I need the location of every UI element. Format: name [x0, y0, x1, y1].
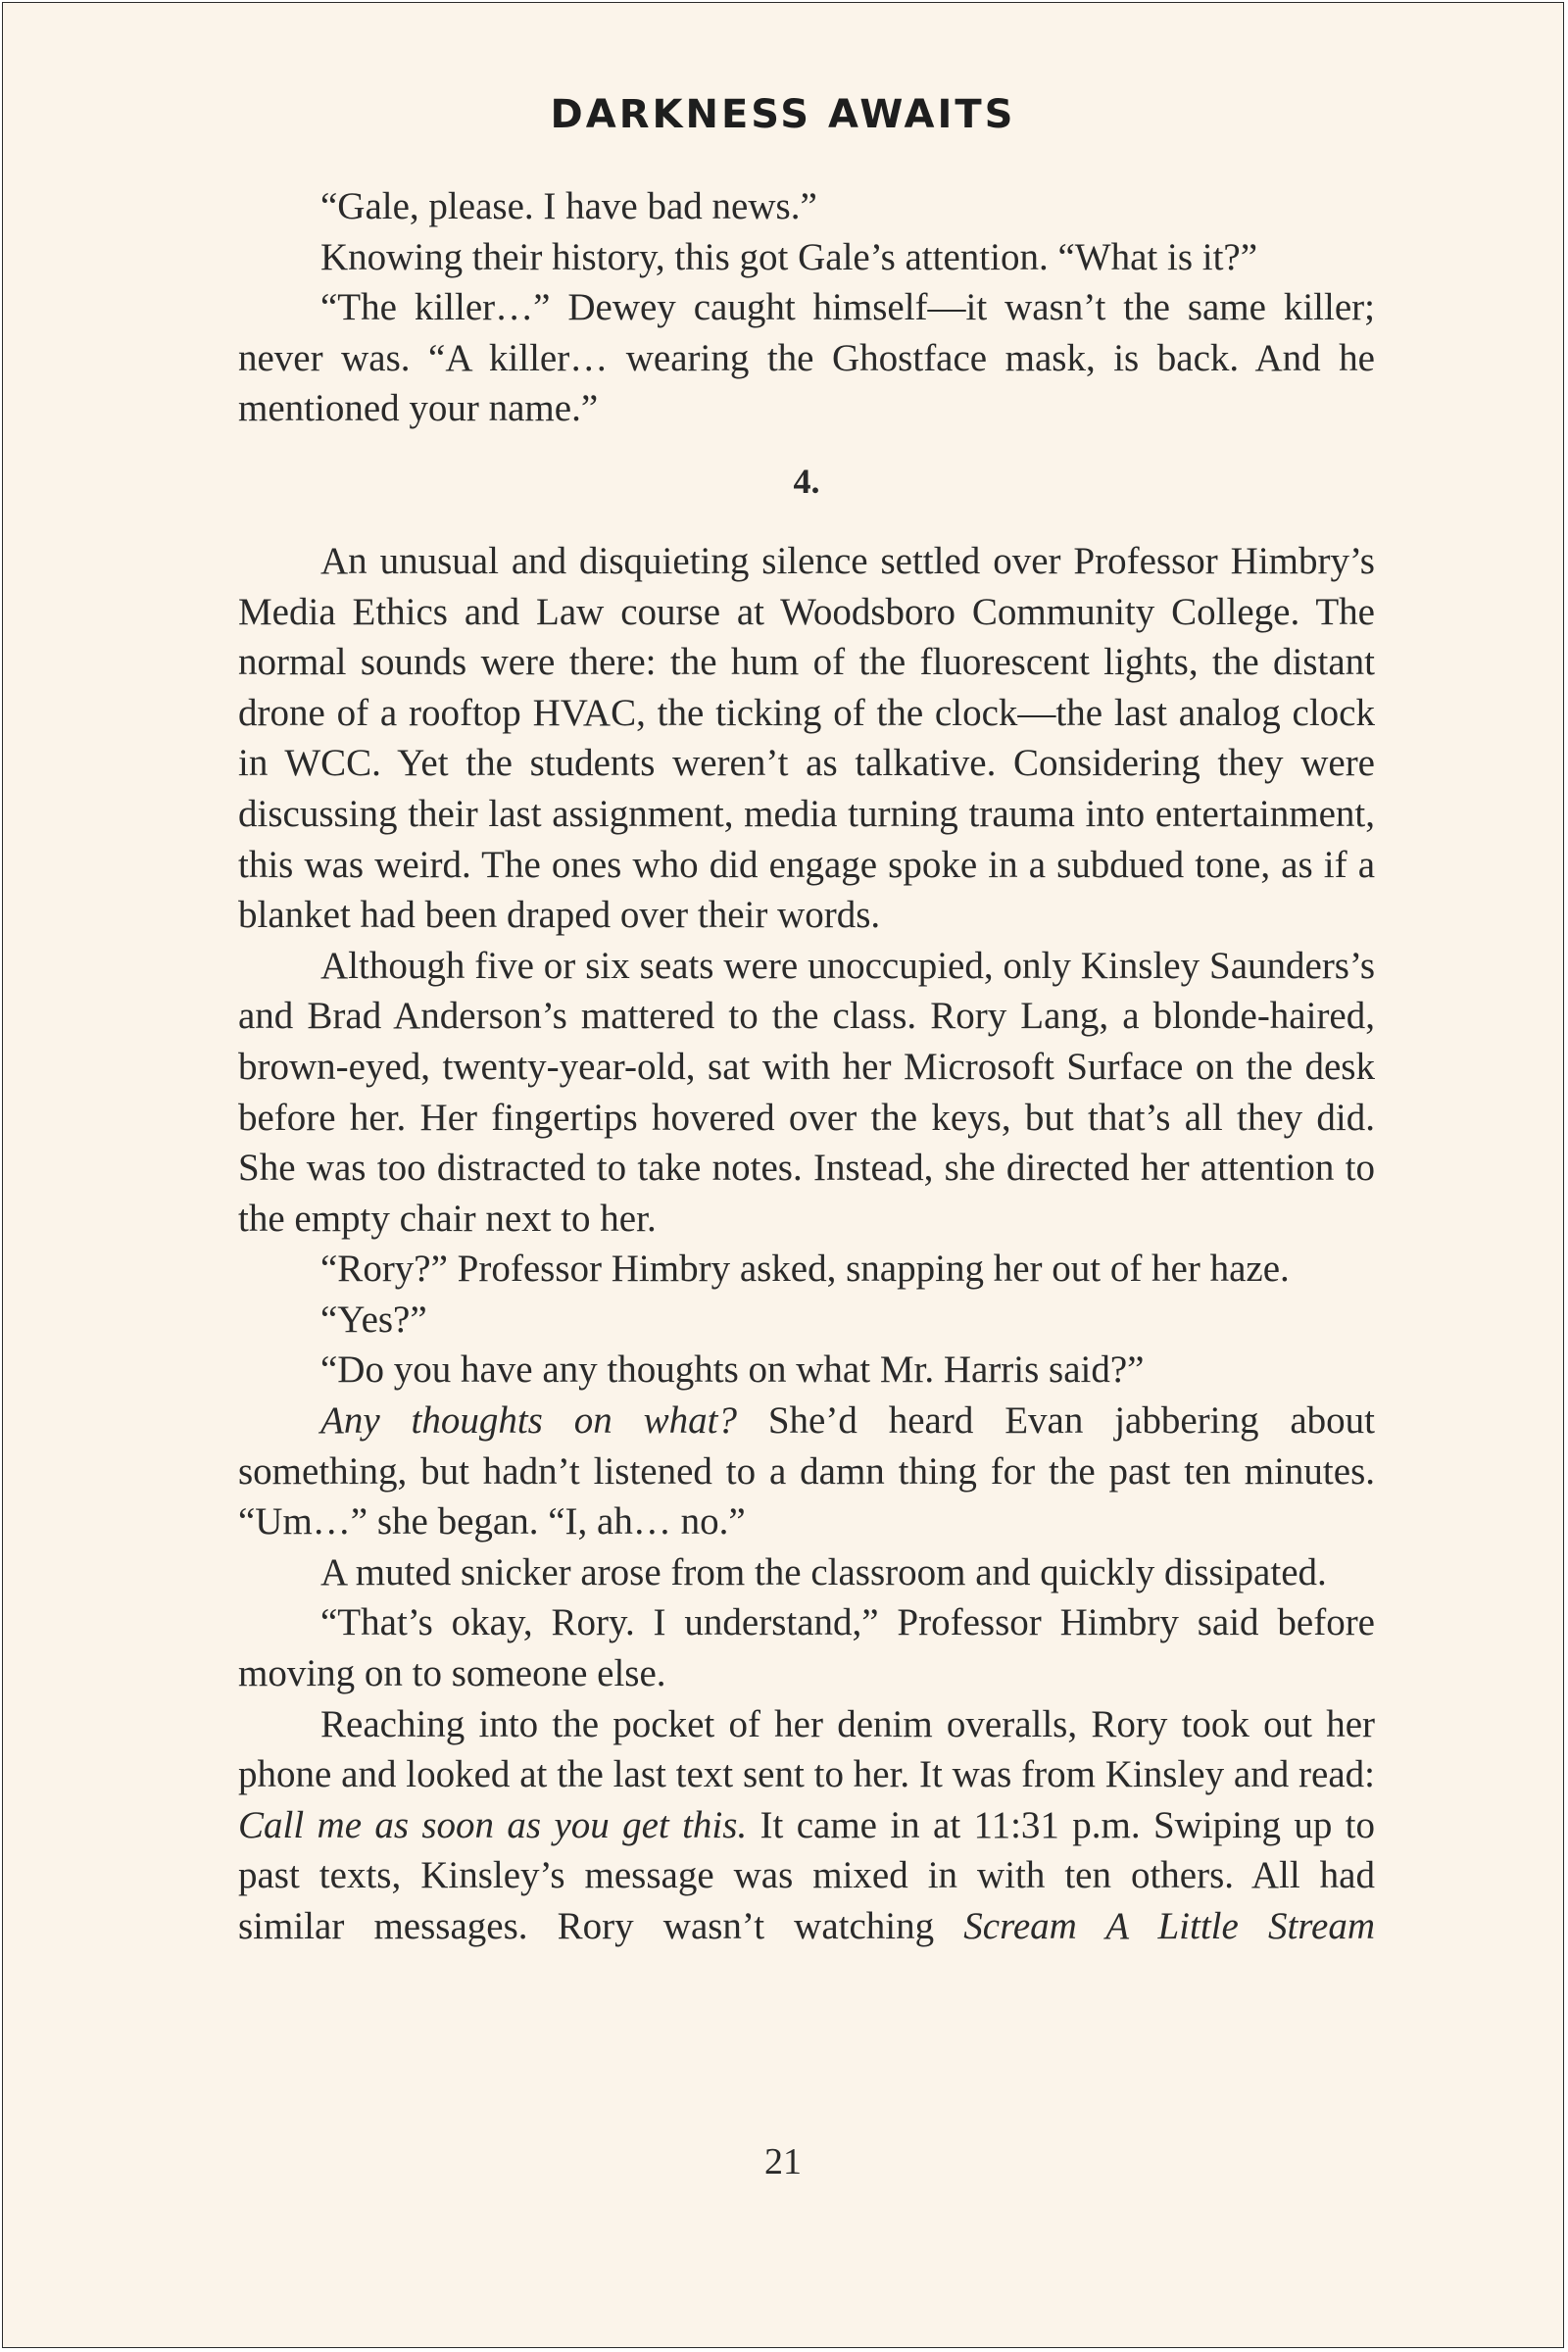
chapter-number: 4.: [793, 461, 820, 501]
italic-text: Scream A Little Stream: [963, 1905, 1376, 1947]
paragraph: [238, 1244, 1375, 1295]
paragraph: [238, 1396, 1375, 1547]
paragraph: [238, 1699, 1375, 1952]
paragraphs-before-chapter: [238, 181, 1375, 434]
text-run: An unusual and disquieting silence settled over Professor Himbry’s Media Ethics and Law course at Woodsboro Community College. The normal sounds were there: the hum of the fluorescent lights, the distant drone of a rooftop HVAC, the ticking of the clock—the last analog clock in WCC. Yet the students weren’t as talkative. Considering they were discussing their last assignment, media turning trauma into entertainment, this was weird. The ones who did engage spoke in a subdued tone, as if a blanket had been draped over their words.: [238, 539, 1375, 937]
text-run: It came in at 11:31 p.m. Swiping up to past texts, Kinsley’s message was mixed in with ten others. All had similar messages. Rory wasn’t watching: [238, 1803, 1376, 1947]
text-run: “That’s okay, Rory. I understand,” Professor Himbry said before moving on to someone else.: [238, 1601, 1375, 1695]
text-run: “Do you have any thoughts on what Mr. Harris said?”: [320, 1348, 1145, 1392]
text-run: Although five or six seats were unoccupied, only Kinsley Saunders’s and Brad Anderson’s mattered to the class. Rory Lang, a blonde-haired, brown-eyed, twenty-year-old, sat with her Microsoft Surface on the desk before her. Her fingertips hovered over the keys, but that’s all they did. She was too distracted to take notes. Instead, she directed her attention to the empty chair next to her.: [238, 944, 1375, 1240]
paragraph: [238, 941, 1375, 1245]
paragraph: “The killer…” Dewey caught himself—it wasn’t the same killer; never was. “A killer… wearing the Ghostface mask, is back. And he mentioned your name.”: [238, 286, 1375, 430]
paragraphs-after-chapter: [238, 536, 1375, 1952]
text-run: A muted snicker arose from the classroom and quickly dissipated.: [320, 1550, 1327, 1593]
paragraph: “Gale, please. I have bad news.”: [320, 185, 817, 227]
text-run: “Rory?” Professor Himbry asked, snapping her out of her haze.: [320, 1248, 1290, 1291]
paragraph: [238, 1295, 1375, 1346]
paragraph: [238, 536, 1375, 941]
book-page: [2, 2, 1564, 2348]
text-run: Reaching into the pocket of her denim overalls, Rory took out her phone and looked at the last text sent to her. It was from Kinsley and read:: [238, 1702, 1375, 1796]
paragraph: [238, 1345, 1375, 1396]
paragraph: Knowing their history, this got Gale’s attention. “What is it?”: [320, 235, 1258, 278]
text-run: She’d heard Evan jabbering about something, but hadn’t listened to a damn thing for the past ten minutes. “Um…” she began. “I, ah… no.”: [238, 1399, 1375, 1544]
text-run: “Yes?”: [320, 1298, 427, 1341]
page-number: 21: [764, 2141, 802, 2182]
body-text: [238, 181, 1375, 1952]
paragraph: [238, 1547, 1375, 1598]
italic-text: Call me as soon as you get this.: [238, 1803, 748, 1846]
paragraph: [238, 1597, 1375, 1698]
running-head: DARKNESS AWAITS: [550, 92, 1016, 137]
italic-text: Any thoughts on what?: [320, 1399, 737, 1443]
